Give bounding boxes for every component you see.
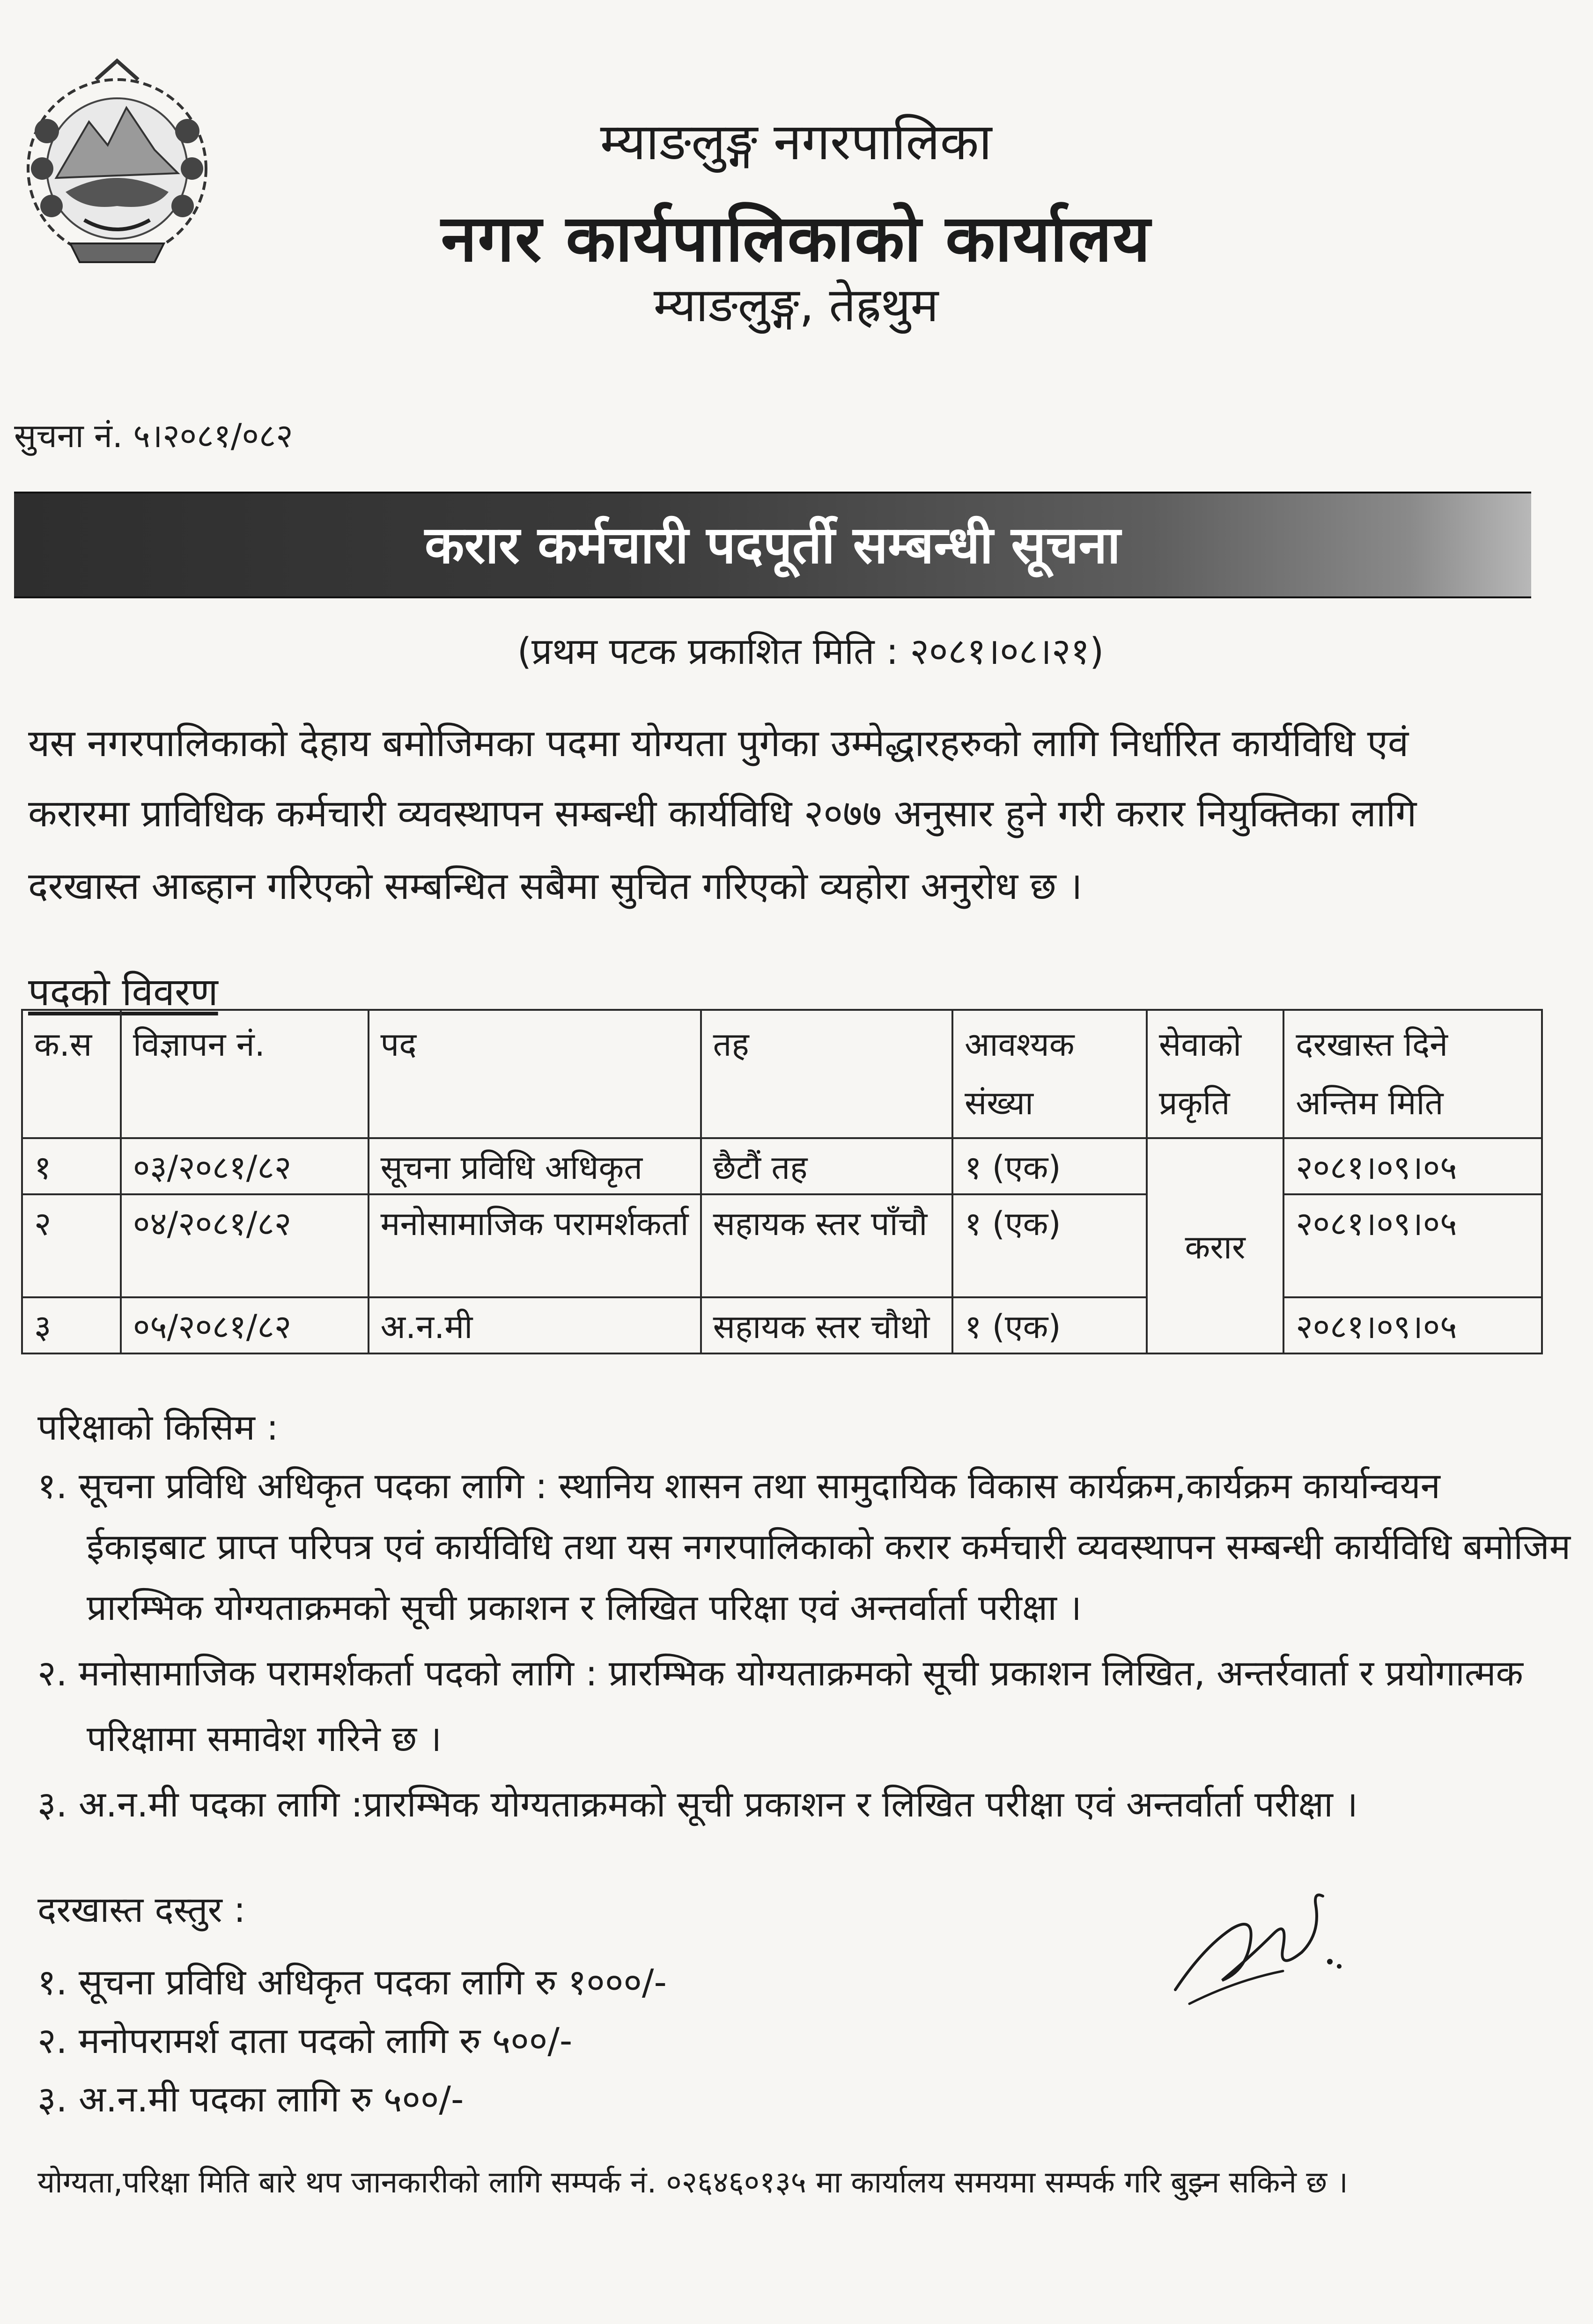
exam-item-2-line-2: परिक्षामा समावेश गरिने छ । — [87, 1718, 442, 1759]
header-post: पद — [369, 1010, 701, 1138]
row-deadline: २०८१।०९।०५ — [1283, 1194, 1542, 1297]
row-count: १ (एक) — [952, 1297, 1147, 1353]
notice-title: करार कर्मचारी पदपूर्ती सम्बन्धी सूचना — [424, 515, 1121, 575]
intro-line-1: यस नगरपालिकाको देहाय बमोजिमका पदमा योग्यता पुगेका उम्मेद्धारहरुको लागि निर्धारित कार्यविधि एवं — [28, 721, 1409, 765]
municipality-name: म्याङलुङ्ग नगरपालिका — [600, 113, 992, 171]
row-post: अ.न.मी — [369, 1297, 701, 1353]
exam-item-3: ३. अ.न.मी पदका लागि :प्रारम्भिक योग्यताक्रमको सूची प्रकाशन र लिखित परीक्षा एवं अन्तर्वार्ता परीक्षा । — [37, 1783, 1358, 1825]
signature-icon — [1161, 1863, 1349, 2018]
office-name: नगर कार्यपालिकाको कार्यालय — [441, 201, 1151, 276]
row-deadline: २०८१।०९।०५ — [1283, 1297, 1542, 1353]
row-deadline: २०८१।०९।०५ — [1283, 1138, 1542, 1194]
exam-item-1-line-1: १. सूचना प्रविधि अधिकृत पदका लागि : स्थानिय शासन तथा सामुदायिक विकास कार्यक्रम,कार्यक्रम कार्यान्वयन — [37, 1465, 1440, 1507]
row-post: सूचना प्रविधि अधिकृत — [369, 1138, 701, 1194]
post-details-heading: पदको विवरण — [28, 970, 218, 1015]
row-sn: ३ — [22, 1297, 121, 1353]
published-date: (प्रथम पटक प्रकाशित मिति : २०८१।०८।२१) — [517, 631, 1104, 673]
exam-type-heading: परिक्षाको किसिम : — [37, 1406, 279, 1448]
row-post: मनोसामाजिक परामर्शकर्ता — [369, 1194, 701, 1297]
header-service-nature: सेवाको प्रकृति — [1147, 1010, 1283, 1138]
row-count: १ (एक) — [952, 1138, 1147, 1194]
service-nature-cell: करार — [1147, 1138, 1283, 1353]
row-adno: ०४/२०८१/८२ — [121, 1194, 369, 1297]
table-row — [22, 1297, 1542, 1353]
fee-item-2: २. मनोपरामर्श दाता पदको लागि रु ५००/- — [37, 2020, 573, 2061]
exam-item-1-line-3: प्रारम्भिक योग्यताक्रमको सूची प्रकाशन र लिखित परिक्षा एवं अन्तर्वार्ता परीक्षा । — [87, 1587, 1082, 1628]
row-adno: ०५/२०८१/८२ — [121, 1297, 369, 1353]
row-sn: १ — [22, 1138, 121, 1194]
row-count: १ (एक) — [952, 1194, 1147, 1297]
row-level: सहायक स्तर चौथो — [701, 1297, 952, 1353]
header-deadline: दरखास्त दिने अन्तिम मिति — [1283, 1010, 1542, 1138]
notice-number: सुचना नं. ५।२०८१/०८२ — [14, 417, 293, 455]
contact-line: योग्यता,परिक्षा मिति बारे थप जानकारीको लागि सम्पर्क नं. ०२६४६०१३५ मा कार्यालय समयमा सम्पर्क गरि बुझ्न सकिने छ । — [37, 2165, 1348, 2200]
exam-item-2-line-1: २. मनोसामाजिक परामर्शकर्ता पदको लागि : प्रारम्भिक योग्यताक्रमको सूची प्रकाशन लिखित, अन्तर्रवार्ता र प्रयोगात्मक — [37, 1652, 1523, 1694]
row-adno: ०३/२०८१/८२ — [121, 1138, 369, 1194]
row-level: छैटौं तह — [701, 1138, 952, 1194]
exam-item-1-line-2: ईकाइबाट प्राप्त परिपत्र एवं कार्यविधि तथा यस नगरपालिकाको करार कर्मचारी व्यवस्थापन सम्बन्धी कार्यविधि बमोजिम — [87, 1526, 1571, 1567]
office-address: म्याङलुङ्ग, तेह्रथुम — [653, 278, 939, 332]
table-row — [22, 1194, 1542, 1297]
row-sn: २ — [22, 1194, 121, 1297]
intro-line-3: दरखास्त आब्हान गरिएको सम्बन्धित सबैमा सुचित गरिएको व्यहोरा अनुरोध छ । — [28, 864, 1083, 908]
posts-table — [21, 1009, 1543, 1354]
fee-heading: दरखास्त दस्तुर : — [37, 1889, 246, 1930]
fee-item-3: ३. अ.न.मी पदका लागि रु ५००/- — [37, 2078, 464, 2120]
table-header-row — [22, 1010, 1542, 1138]
header-sn: क.स — [22, 1010, 121, 1138]
header-count: आवश्यक संख्या — [952, 1010, 1147, 1138]
header-level: तह — [701, 1010, 952, 1138]
header-adno: विज्ञापन नं. — [121, 1010, 369, 1138]
intro-line-2: करारमा प्राविधिक कर्मचारी व्यवस्थापन सम्बन्धी कार्यविधि २०७७ अनुसार हुने गरी करार नियुक्तिका लागि — [28, 792, 1417, 835]
fee-item-1: १. सूचना प्रविधि अधिकृत पदका लागि रु १०००/- — [37, 1961, 667, 2003]
table-row — [22, 1138, 1542, 1194]
row-level: सहायक स्तर पाँचौ — [701, 1194, 952, 1297]
